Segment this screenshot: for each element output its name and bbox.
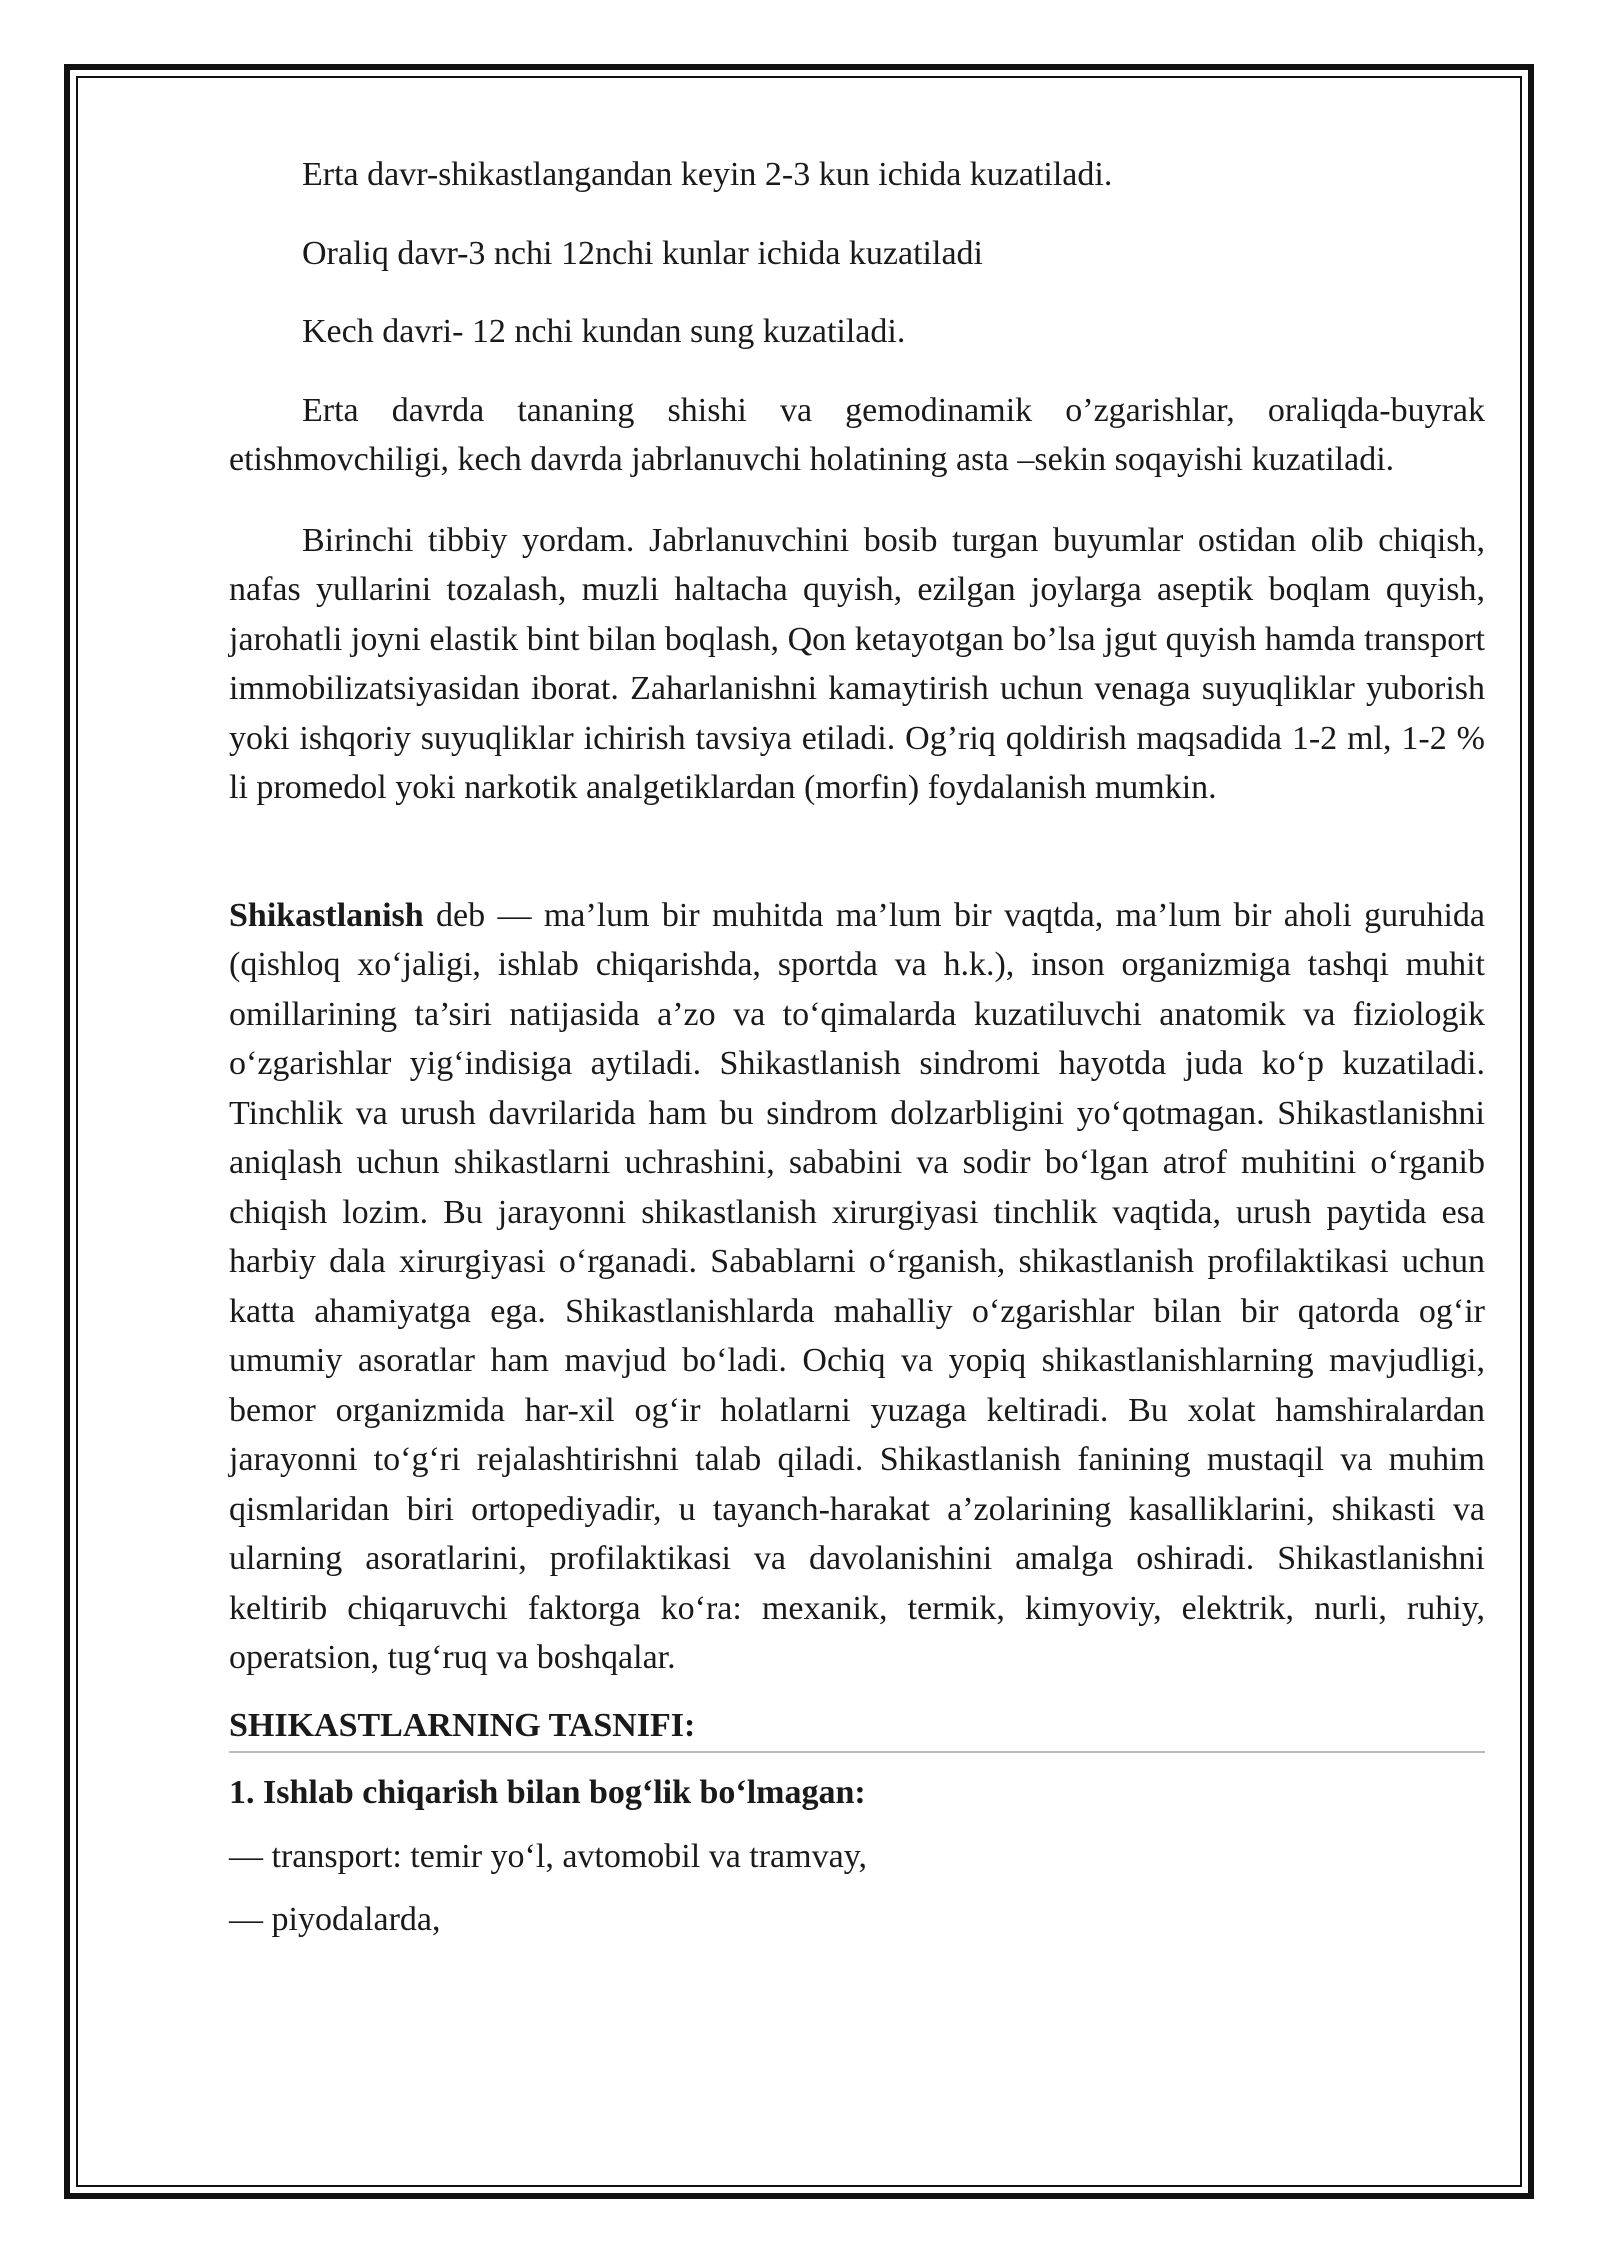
intro-line-early-period: Erta davr-shikastlangandan keyin 2-3 kun ichida kuzatiladi. — [302, 156, 1113, 193]
paragraph-definition — [229, 891, 1485, 1683]
intro-line-middle-period: Oraliq davr-3 nchi 12nchi kunlar ichida kuzatiladi — [302, 234, 983, 272]
section-title-classification: SHIKASTLARNING TASNIFI: — [229, 1701, 1485, 1754]
subsection-title-non-industrial: 1. Ishlab chiqarish bilan bog‘lik bo‘lmagan: — [229, 1774, 866, 1811]
intro-line-late-period: Kech davri- 12 nchi kundan sung kuzatiladi. — [302, 313, 906, 350]
list-item-transport: — transport: temir yo‘l, avtomobil va tramvay, — [229, 1837, 867, 1875]
paragraph-periods: Erta davrda tananing shishi va gemodinamik o’zgarishlar, oraliqda-buyrak etishmovchiligi, kech davrda jabrlanuvchi holatining asta –sekin soqayishi kuzatiladi. — [229, 391, 1485, 478]
definition-text: deb — ma’lum bir muhitda ma’lum bir vaqtda, ma’lum bir aholi guruhida (qishloq xo‘jaligi, ishlab chiqarishda, sportda va h.k.), inson organizmiga tashqi muhit omillarining ta’siri natijasida a’zo va to‘qimalarda kuzatiluvchi anatomik va fiziologik o‘zgarishlar yig‘indisiga aytiladi. Shikastlanish sindromi hayotda juda ko‘p kuzatiladi. Tinchlik va urush davrilarida ham bu sindrom dolzarbligini yo‘qotmagan. Shikastlanishni aniqlash uchun shikastlarni uchrashini, sababini va sodir bo‘lgan atrof muhitini o‘rganib chiqish lozim. Bu jarayonni shikastlanish xirurgiyasi tinchlik vaqtida, urush paytida esa harbiy dala xirurgiyasi o‘rganadi. Sabablarni o‘rganish, shikastlanish profilaktikasi uchun katta ahamiyatga ega. Shikastlanishlarda mahalliy o‘zgarishlar bilan bir qatorda og‘ir umumiy asoratlar ham mavjud bo‘ladi. Ochiq va yopiq shikastlanishlarning mavjudligi, bemor organizmida har-xil og‘ir holatlarni yuzaga keltiradi. Bu xolat hamshiralardan jarayonni to‘g‘ri rejalashtirishni talab qiladi. Shikastlanish fanining mustaqil va muhim qismlaridan biri ortopediyadir, u tayanch-harakat a’zolarining kasalliklarini, shikasti va ularning asoratlarini, profilaktikasi va davolanishini amalga oshiradi. Shikastlanishni keltirib chiqaruvchi faktorga ko‘ra: mexanik, termik, kimyoviy, elektrik, nurli, ruhiy, operatsion, tug‘ruq va boshqalar. — [229, 896, 1485, 1676]
list-item-pedestrians: — piyodalarda, — [229, 1901, 441, 1938]
document-body — [229, 150, 1485, 1945]
paragraph-first-aid: Birinchi tibbiy yordam. Jabrlanuvchini bosib turgan buyumlar ostidan olib chiqish, nafas yullarini tozalash, muzli haltacha quyish, ezilgan joylarga aseptik boqlam quyish, jarohatli joyni elastik bint bilan boqlash, Qon ketayotgan bo’lsa jgut quyish hamda transport immobilizatsiyasidan iborat. Zaharlanishni kamaytirish uchun venaga suyuqliklar yuborish yoki ishqoriy suyuqliklar ichirish tavsiya etiladi. Og’riq qoldirish maqsadida 1-2 ml, 1-2 % li promedol yoki narkotik analgetiklardan (morfin) foydalanish mumkin. — [229, 521, 1485, 806]
definition-term: Shikastlanish — [229, 896, 424, 934]
